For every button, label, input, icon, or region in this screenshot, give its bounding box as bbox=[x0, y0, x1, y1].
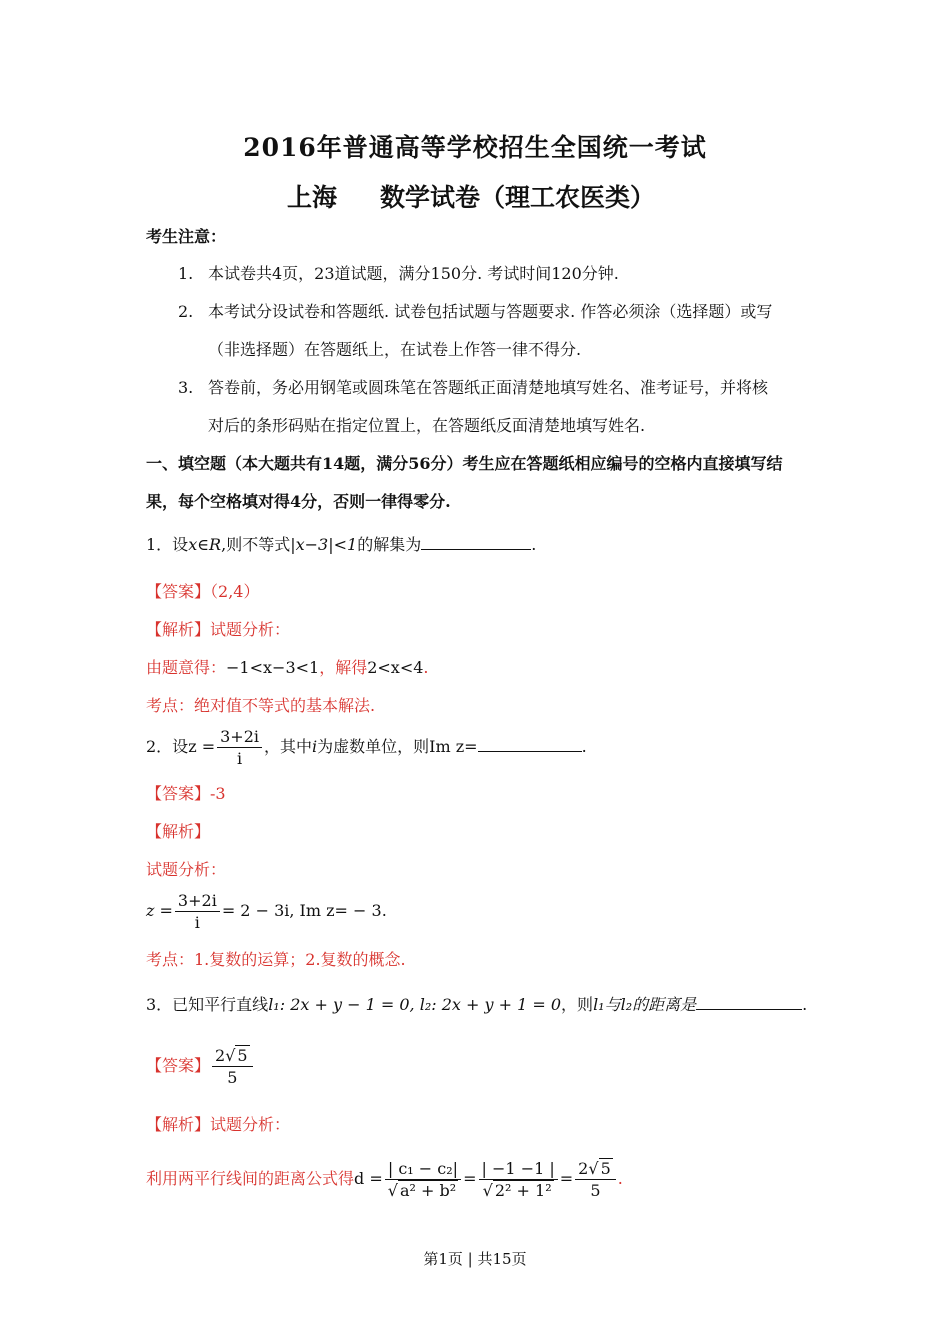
q3-frac3-num: 2√ 5 bbox=[575, 1158, 616, 1180]
exam-subtitle: 数学试卷（理工农医类） bbox=[380, 183, 656, 212]
q2-answer bbox=[146, 784, 226, 804]
question-1 bbox=[146, 535, 536, 555]
q3-frac3-radicand: 5 bbox=[600, 1159, 611, 1178]
q1-mid: ,则不等式 bbox=[221, 535, 291, 554]
q3-relation: l₁与l₂的距离是 bbox=[593, 995, 697, 1014]
q2-lhs: z = bbox=[188, 737, 216, 756]
section-heading-line1: 一、填空题（本大题共有14题，满分56分）考生应在答题纸相应编号的空格内直接填写结 bbox=[146, 454, 783, 473]
q3-frac-3 bbox=[575, 1158, 616, 1201]
q2-end: . bbox=[581, 737, 587, 756]
q3-eq2: = bbox=[559, 1169, 574, 1188]
q2-answer-blank bbox=[478, 737, 582, 752]
q2-var: i bbox=[312, 737, 318, 756]
q3-work-d: d = bbox=[354, 1169, 383, 1188]
q3-lines: l₁: 2x + y − 1 = 0, l₂: 2x + y + 1 = 0 bbox=[268, 995, 562, 1014]
q3-analysis-title: 试题分析： bbox=[210, 1115, 291, 1134]
q1-work-inequality: −1<x−3<1 bbox=[226, 658, 320, 677]
notice-item-3-line1: 答卷前，务必用钢笔或圆珠笔在答题纸正面清楚地填写姓名、准考证号，并将核 bbox=[208, 378, 769, 397]
q2-point: 考点：1.复数的运算；2.复数的概念. bbox=[146, 950, 406, 969]
q3-mid: ，则 bbox=[561, 995, 594, 1014]
q2-prefix: 2．设 bbox=[146, 737, 189, 756]
q3-answer-radicand: 5 bbox=[237, 1046, 248, 1065]
q1-condition: x∈R bbox=[188, 535, 222, 554]
q1-work-result: 2<x<4 bbox=[367, 658, 424, 677]
q1-point: 考点：绝对值不等式的基本解法. bbox=[146, 696, 376, 715]
q3-analysis bbox=[146, 1115, 290, 1135]
q1-analysis bbox=[146, 620, 290, 640]
notice-item-3-line2: 对后的条形码贴在指定位置上，在答题纸反面清楚地填写姓名. bbox=[208, 416, 646, 435]
q3-prefix: 3．已知平行直线 bbox=[146, 995, 269, 1014]
q3-frac1-den: a² + b² bbox=[399, 1181, 457, 1200]
q1-inequality: |x−3|<1 bbox=[290, 535, 358, 554]
q3-answer-label: 【答案】 bbox=[146, 1056, 211, 1075]
page-footer: 第1页 | 共15页 bbox=[423, 1250, 527, 1268]
q3-analysis-label: 【解析】 bbox=[146, 1115, 211, 1134]
q3-work bbox=[146, 1158, 623, 1201]
q1-answer-label: 【答案】 bbox=[146, 582, 211, 601]
q3-frac1-den-wrap: √ a² + b² bbox=[387, 1181, 457, 1200]
q2-calc-rest: = 2 − 3i, Im z= − 3. bbox=[221, 901, 387, 920]
q2-analysis-title: 试题分析： bbox=[146, 860, 227, 879]
q3-end: . bbox=[802, 995, 808, 1014]
notice-item-1: 本试卷共4页，23道试题，满分150分. 考试时间120分钟. bbox=[208, 264, 619, 283]
q1-prefix: 1．设 bbox=[146, 535, 189, 554]
q1-end: . bbox=[531, 535, 537, 554]
q1-work-mid: ，解得 bbox=[319, 658, 368, 677]
q3-eq1: = bbox=[463, 1169, 477, 1188]
q1-answer-value: （2,4） bbox=[210, 582, 260, 601]
notice-heading: 考生注意： bbox=[146, 227, 227, 246]
question-2 bbox=[146, 726, 587, 769]
q2-fraction-num: 3+2i bbox=[217, 726, 262, 748]
q2-mid2: 为虚数单位，则 bbox=[317, 737, 430, 756]
q1-analysis-title: 试题分析： bbox=[210, 620, 291, 639]
q2-fraction bbox=[217, 726, 262, 769]
q3-frac2-den-wrap: √ 2² + 1² bbox=[482, 1181, 552, 1200]
section-heading-line2: 果，每个空格填对得4分，否则一律得零分. bbox=[146, 492, 451, 511]
q2-answer-label: 【答案】 bbox=[146, 784, 211, 803]
q3-answer-coef: 2 bbox=[215, 1046, 226, 1065]
q2-calc-fraction bbox=[175, 890, 220, 933]
q1-answer bbox=[146, 582, 259, 602]
q1-analysis-label: 【解析】 bbox=[146, 620, 211, 639]
q2-answer-value: -3 bbox=[210, 784, 226, 803]
q2-calc-num: 3+2i bbox=[175, 890, 220, 912]
exam-region: 上海 bbox=[287, 183, 338, 212]
q3-frac2-den: 2² + 1² bbox=[494, 1181, 552, 1200]
q2-fraction-den: i bbox=[236, 749, 243, 768]
q2-im: Im z bbox=[429, 737, 465, 756]
q2-mid: ，其中 bbox=[264, 737, 313, 756]
q3-end2: . bbox=[617, 1169, 623, 1188]
q3-frac-2 bbox=[479, 1158, 558, 1201]
q3-answer-blank bbox=[696, 995, 802, 1010]
q2-calculation bbox=[146, 890, 387, 933]
q3-work-prefix: 利用两平行线间的距离公式得 bbox=[146, 1169, 355, 1188]
q3-answer-num: 2√ 5 bbox=[212, 1045, 253, 1067]
notice-num-2: 2. bbox=[178, 302, 194, 321]
q3-frac1-num: | c₁ − c₂| bbox=[385, 1158, 461, 1180]
q2-analysis-label: 【解析】 bbox=[146, 822, 211, 841]
q3-frac-1 bbox=[385, 1158, 461, 1201]
q1-work-end: . bbox=[423, 658, 429, 677]
q3-answer bbox=[146, 1045, 255, 1088]
q3-frac3-coef: 2 bbox=[578, 1159, 589, 1178]
q2-calc-den: i bbox=[194, 913, 200, 932]
q3-answer-den: 5 bbox=[227, 1068, 238, 1087]
q2-eq: = bbox=[464, 737, 478, 756]
q3-frac3-den: 5 bbox=[590, 1181, 601, 1200]
exam-title: 2016年普通高等学校招生全国统一考试 bbox=[243, 133, 707, 162]
notice-num-1: 1. bbox=[178, 264, 194, 283]
q1-answer-blank bbox=[421, 535, 531, 550]
question-3 bbox=[146, 995, 807, 1015]
q2-calc-lhs: z = bbox=[146, 901, 173, 920]
notice-num-3: 3. bbox=[178, 378, 194, 397]
q3-frac2-num: | −1 −1 | bbox=[479, 1158, 558, 1180]
q1-work bbox=[146, 658, 429, 678]
q1-suffix: 的解集为 bbox=[357, 535, 422, 554]
q1-work-prefix: 由题意得： bbox=[146, 658, 227, 677]
notice-item-2-line2: （非选择题）在答题纸上，在试卷上作答一律不得分. bbox=[208, 340, 582, 359]
notice-item-2-line1: 本考试分设试卷和答题纸. 试卷包括试题与答题要求. 作答必须涂（选择题）或写 bbox=[208, 302, 773, 321]
q3-answer-fraction bbox=[212, 1045, 253, 1088]
